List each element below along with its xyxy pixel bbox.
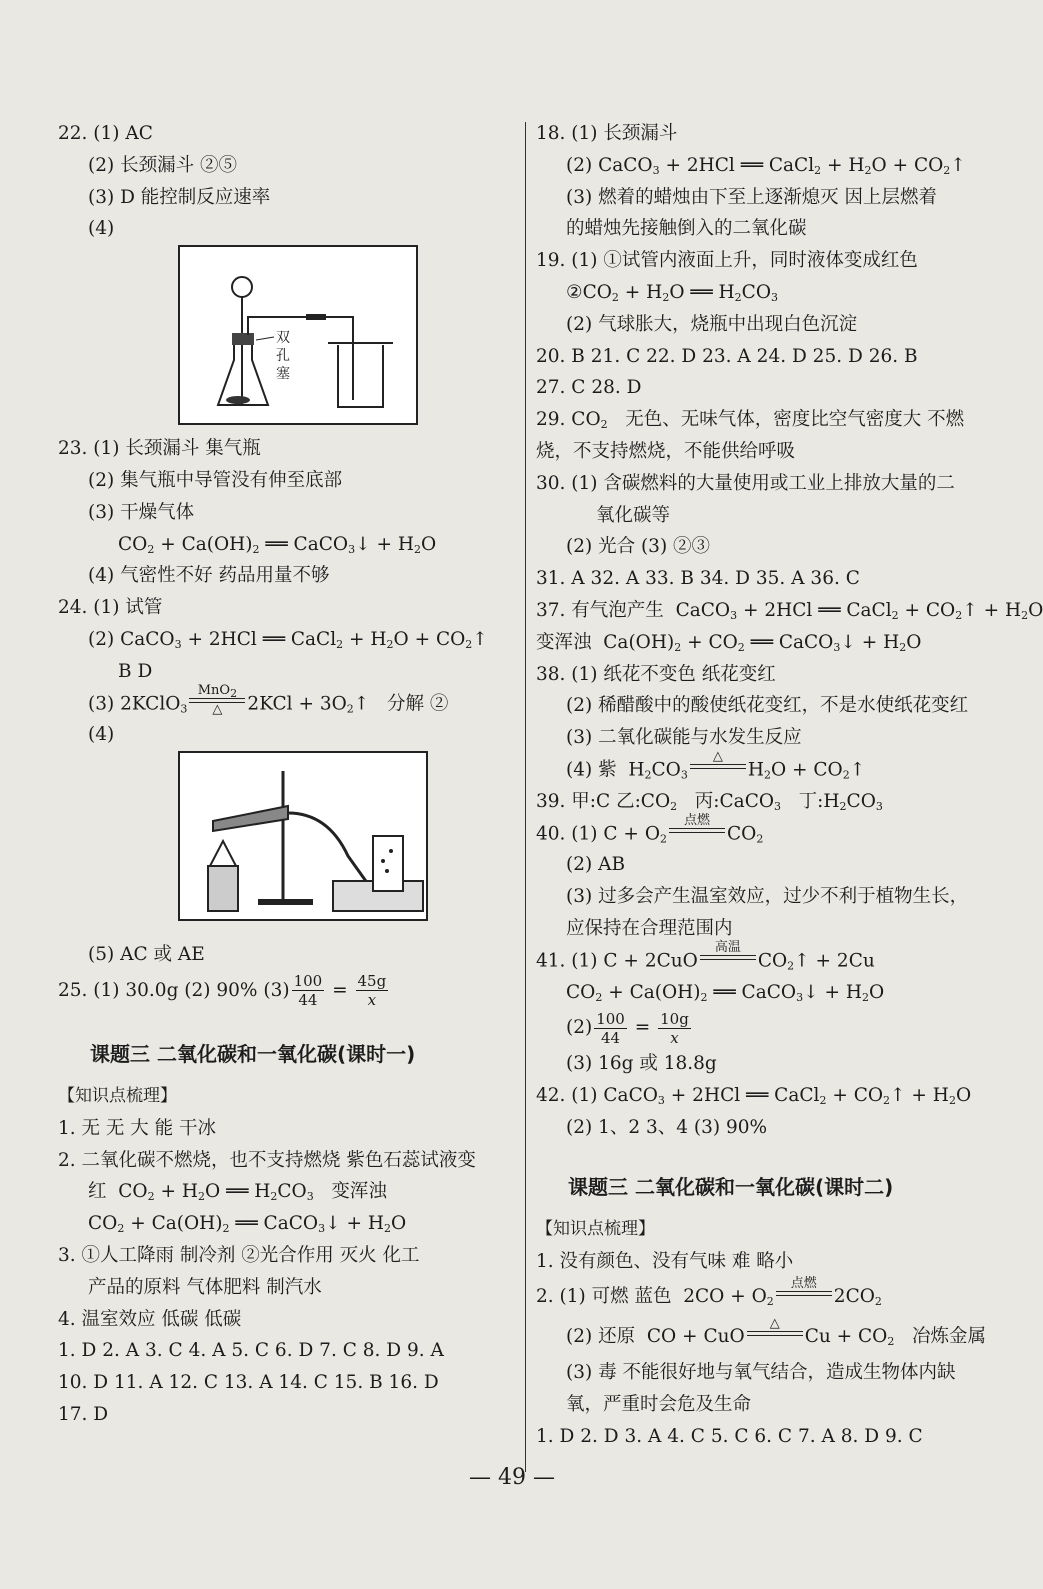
knowledge-points-label: 【知识点梳理】	[58, 1085, 177, 1106]
q37-turbid: 变浑浊	[536, 631, 592, 653]
figure-gas-generator	[58, 245, 528, 433]
q29-line2: 烧，不支持燃烧，不能供给呼吸	[536, 440, 796, 462]
q24-choices: B D	[118, 660, 153, 682]
section-heading-2: 课题三 二氧化碳和一氧化碳(课时二)	[568, 1174, 894, 1199]
q30-line2: 氧化碳等	[596, 504, 671, 526]
q23-line2: (2) 集气瓶中导管没有伸至底部	[88, 469, 343, 491]
q41-line4: (3) 16g 或 18.8g	[566, 1053, 717, 1075]
mc-row-3: 31. A 32. A 33. B 34. D 35. A 36. C	[536, 568, 860, 590]
k2-red: 红	[88, 1181, 107, 1203]
mc-row-2: 27. C 28. D	[536, 377, 642, 399]
k3-line1: 3. ①人工降雨 制冷剂 ②光合作用 灭火 化工	[58, 1244, 420, 1266]
q22-line2: (2) 长颈漏斗 ②⑤	[88, 154, 237, 176]
q25-frac2-num: 45g	[357, 972, 387, 991]
k2-metal: 冶炼金属	[912, 1326, 987, 1348]
k1-line: 1. 无 无 大 能 干冰	[58, 1117, 217, 1139]
q41-line3: (2) $\frac{100}{44}$ = $\frac{10g}{x}$	[566, 1009, 689, 1047]
q29-line1: 29. $CO_2$ 无色、无味气体，密度比空气密度大 不燃	[536, 409, 965, 432]
q24-line1: 24. (1) 试管	[58, 597, 163, 619]
k2-line3-2: (3) 毒 不能很好地与氧气结合，造成生物体内缺	[566, 1362, 956, 1384]
q25-frac2-den: x	[367, 991, 377, 1010]
right-column	[536, 118, 1043, 1453]
q37-line1: 37. 有气泡产生 CaCO$_3$ + 2HCl ══ CaCl$_2$ + $CO_2↑ + H_2O$	[536, 599, 1043, 622]
q37-line2: 变浑浊 $Ca(OH)_2 + CO_2$ ══ CaCO$_3$↓ + $H_2O$	[536, 631, 922, 654]
q41-equation-2: $CO_2 + Ca(OH)_2$ ══ CaCO$_3$↓ + $H_2O$	[566, 981, 885, 1004]
q42-label: 42. (1)	[536, 1085, 598, 1107]
q30-line3: (2) 光合 (3) ②③	[566, 536, 711, 558]
k2-combust: 2. (1) 可燃 蓝色	[536, 1286, 672, 1308]
answers-row-3: 17. D	[58, 1403, 109, 1425]
figure-heating-apparatus	[58, 751, 528, 939]
left-column	[58, 118, 528, 1431]
k2-heat: △	[769, 1315, 780, 1331]
section-heading-1: 课题三 二氧化碳和一氧化碳(课时一)	[90, 1041, 416, 1066]
k1-line-2: 1. 没有颜色、没有气味 难 略小	[536, 1250, 794, 1272]
answers-row-1: 1. D 2. A 3. C 4. A 5. C 6. D 7. C 8. D 9. A	[58, 1340, 444, 1362]
q25-frac1-den: 44	[298, 991, 318, 1010]
q41-frac1-num: 100	[596, 1009, 625, 1028]
q22-line3: (3) D 能控制反应速率	[88, 186, 271, 208]
q24-line4: (4)	[88, 724, 115, 746]
k2-line4-2: 氧，严重时会危及生命	[566, 1394, 752, 1416]
q38-line2: (2) 稀醋酸中的酸使纸花变红，不是水使纸花变红	[566, 695, 969, 717]
answers-row-2: 10. D 11. A 12. C 13. A 14. C 15. B 16. D	[58, 1372, 439, 1394]
q19-equation: $②CO_2 + H_2O$ ══ $H_2CO_3$	[566, 281, 778, 304]
k3-line2: 产品的原料 气体肥料 制汽水	[88, 1276, 322, 1298]
knowledge-points-label-2: 【知识点梳理】	[536, 1218, 655, 1239]
k2-line1-2: 2. (1) 可燃 蓝色 $2CO + O_2$ 点燃 $2CO_2$	[536, 1275, 882, 1309]
q25-line: 25. (1) 30.0g (2) 90% (3) $\frac{100}{44}$ = $\frac{45g}{x}$	[58, 972, 387, 1010]
gas-generator-diagram	[178, 245, 418, 425]
k2-line2: 红 $CO_2 + H_2O$ ══ $H_2CO_3$ 变浑浊	[88, 1181, 387, 1204]
q19-line3: (2) 气球胀大，烧瓶中出现白色沉淀	[566, 313, 858, 335]
q23-line3: (3) 干燥气体	[88, 501, 195, 523]
k2-reduce: (2) 还原	[566, 1326, 636, 1348]
q23-equation: $CO_2 + Ca(OH)_2$ ══ CaCO$_3$↓ + $H_2O$	[118, 533, 437, 556]
q30-line1: 30. (1) 含碳燃料的大量使用或工业上排放大量的二	[536, 472, 955, 494]
k2-turbid: 变浑浊	[331, 1181, 387, 1203]
q38-line1: 38. (1) 纸花不变色 纸花变红	[536, 663, 776, 685]
catalyst-text: MnO	[197, 682, 231, 698]
q39-line: 39. 甲:C 乙$:CO_2$ 丙:CaCO$_3$ 丁$:H_2CO_3$	[536, 790, 883, 813]
q41-label: 41. (1)	[536, 950, 598, 972]
q37-text: 37. 有气泡产生	[536, 599, 664, 621]
q40-ignite: 点燃	[683, 812, 710, 828]
q24-equation-1: (2) CaCO$_3$ + 2HCl ══ CaCl$_2$ + $H_2O$ + $CO_2↑$	[88, 628, 488, 651]
q42-line1: 42. (1) CaCO$_3$ + 2HCl ══ CaCl$_2$ + $CO_2↑ + H_2O$	[536, 1085, 972, 1108]
heating-apparatus-diagram	[178, 751, 428, 921]
q40-line1: 40. (1) $C + O_2$ 点燃 $CO_2$	[536, 812, 764, 846]
k2-equation: $CO_2 + Ca(OH)_2$ ══ CaCO$_3$↓ + $H_2O$	[88, 1213, 407, 1236]
q41-frac2-num: 10g	[660, 1009, 689, 1028]
q24-reaction-type: 分解 ②	[386, 693, 449, 715]
q24-equation-2: (3) 2KClO$_3$ MnO$_2$ △ $2KCl + 3O_2↑$ 分解 ②	[88, 682, 449, 717]
q40-line4: 应保持在合理范围内	[566, 917, 733, 939]
q42-line2: (2) 1、2 3、4 (3) 90%	[566, 1116, 768, 1138]
heat-symbol: △	[212, 701, 223, 717]
q41-frac1-den: 44	[600, 1028, 621, 1047]
q39-text: 39. 甲:C 乙:CO	[536, 790, 671, 812]
q29-text: 无色、无味气体，密度比空气密度大 不燃	[625, 409, 965, 431]
q22-line4: (4)	[88, 218, 115, 240]
k2-ignite: 点燃	[790, 1275, 817, 1291]
q23-line4: (4) 气密性不好 药品用量不够	[88, 565, 330, 587]
q40-line2: (2) AB	[566, 854, 626, 876]
q38-line4: (4) 紫 $H_2CO_3$ △ $H_2O$ + $CO_2↑$	[566, 748, 866, 782]
q40-line3: (3) 过多会产生温室效应，过少不利于植物生长，	[566, 886, 969, 908]
stopper-label-1: 双	[276, 330, 290, 347]
answers-row-right: 1. D 2. D 3. A 4. C 5. C 6. C 7. A 8. D 9. C	[536, 1425, 923, 1447]
k4-line: 4. 温室效应 低碳 低碳	[58, 1308, 242, 1330]
q18-line1: 18. (1) 长颈漏斗	[536, 123, 678, 144]
q41-frac2-den: x	[670, 1028, 679, 1047]
k2-line1: 2. 二氧化碳不燃烧，也不支持燃烧 紫色石蕊试液变	[58, 1149, 476, 1171]
q22-line1: 22. (1) AC	[58, 123, 153, 144]
column-divider	[525, 122, 526, 1472]
q41-line1: 41. (1) C + 2CuO 高温 $CO_2↑ + 2Cu$	[536, 939, 875, 973]
q19-line1: 19. (1) ①试管内液面上升，同时液体变成红色	[536, 250, 918, 272]
k2-line2-2: (2) 还原 CO + CuO △ $Cu + CO_2$ 冶炼金属	[566, 1315, 987, 1349]
q23-line1: 23. (1) 长颈漏斗 集气瓶	[58, 438, 261, 460]
q24-line5: (5) AC 或 AE	[88, 944, 205, 966]
stopper-label-2: 孔	[276, 348, 290, 365]
q40-label: 40. (1)	[536, 823, 598, 845]
q18-line4: 的蜡烛先接触倒入的二氧化碳	[566, 218, 807, 240]
q41-sub2: (2)	[566, 1017, 593, 1039]
q41-hightemp: 高温	[714, 939, 741, 955]
page-number: — 49 —	[469, 1465, 555, 1490]
q18-equation: (2) CaCO$_3$ + 2HCl ══ CaCl$_2$ + $H_2O$ + $CO_2↑$	[566, 154, 966, 177]
stopper-label-3: 塞	[276, 366, 290, 383]
q18-line3: (3) 燃着的蜡烛由下至上逐渐熄灭 因上层燃着	[566, 186, 937, 208]
mc-row-1: 20. B 21. C 22. D 23. A 24. D 25. D 26. B	[536, 345, 918, 367]
q25-frac1-num: 100	[293, 972, 323, 991]
q25-text: 25. (1) 30.0g (2) 90% (3)	[58, 979, 290, 1001]
q38-heat: △	[712, 748, 723, 764]
q38-line3: (3) 二氧化碳能与水发生反应	[566, 727, 802, 749]
q38-purple: (4) 紫	[566, 759, 617, 781]
